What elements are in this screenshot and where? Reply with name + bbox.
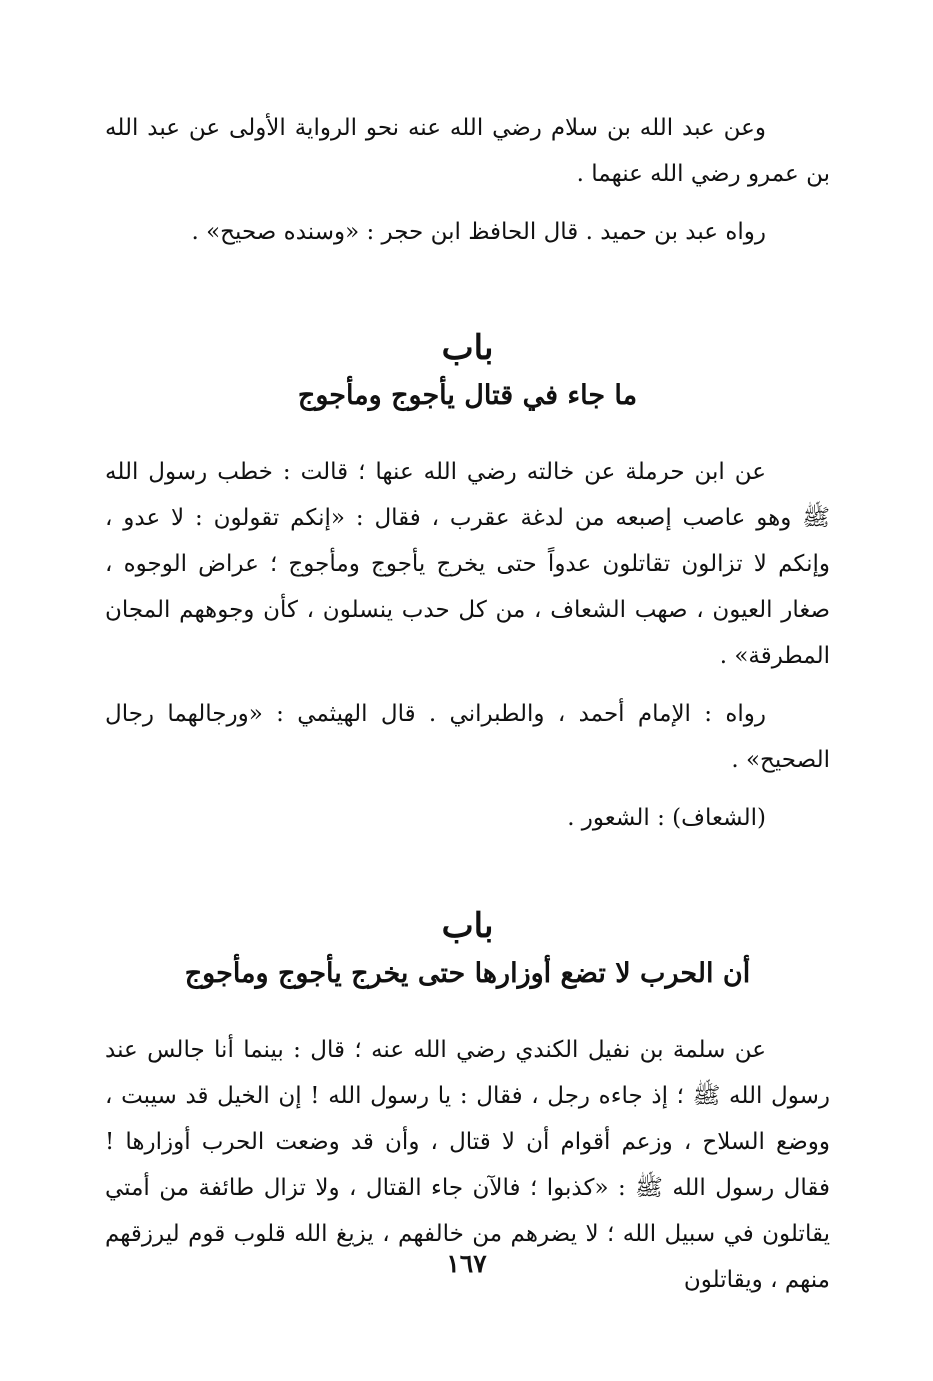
paragraph-glossary-shiaf: (الشعاف) : الشعور . [567,805,766,831]
chapter-section-fighting-gog-magog [105,325,830,841]
paragraph-hadith-salama-ibn-nufayl: عن سلمة بن نفيل الكندي رضي الله عنه ؛ قال : بينما أنا جالس عند رسول الله ﷺ ؛ إذ جاءه رجل ، فقال : يا رسول الله ! إن الخيل قد سيبت ، ووضع السلاح ، وزعم أقوام أن لا قتال ، وأن قد وضعت الحرب أوزارها ! فقال رسول الله ﷺ : «كذبوا ؛ فالآن جاء القتال ، ولا تزال طائفة من أمتي يقاتلون في سبيل الله ؛ لا يضرهم من خالفهم ، يزيغ الله قلوب قوم ليرزقهم منهم ، ويقاتلون [105,1037,830,1293]
chapter-label: باب [441,328,494,368]
chapter-title: أن الحرب لا تضع أوزارها حتى يخرج يأجوج ومأجوج [184,958,751,989]
page-body [105,105,830,1303]
paragraph-source-abd-ibn-humayd: رواه عبد بن حميد . قال الحافظ ابن حجر : «وسنده صحيح» . [191,219,766,245]
paragraph-hadith-ibn-harmala: عن ابن حرملة عن خالته رضي الله عنها ؛ قالت : خطب رسول الله ﷺ وهو عاصب إصبعه من لدغة عقرب ، فقال : «إنكم تقولون : لا عدو ، وإنكم لا تزالون تقاتلون عدواً حتى يخرج يأجوج ومأجوج ؛ عراض الوجوه ، صغار العيون ، صهب الشعاف ، من كل حدب ينسلون ، كأن وجوههم المجان المطرقة» . [105,459,830,669]
paragraph-ibn-salam-narration: وعن عبد الله بن سلام رضي الله عنه نحو الرواية الأولى عن عبد الله بن عمرو رضي الله عنهما . [105,115,830,187]
chapter-label: باب [441,906,494,946]
paragraph-source-ahmad-tabarani: رواه : الإمام أحمد ، والطبراني . قال الهيثمي : «ورجالهما رجال الصحيح» . [105,701,830,773]
page-number: ١٦٧ [446,1249,487,1278]
chapter-section-war-not-ending [105,903,830,1303]
chapter-title: ما جاء في قتال يأجوج ومأجوج [297,380,638,411]
